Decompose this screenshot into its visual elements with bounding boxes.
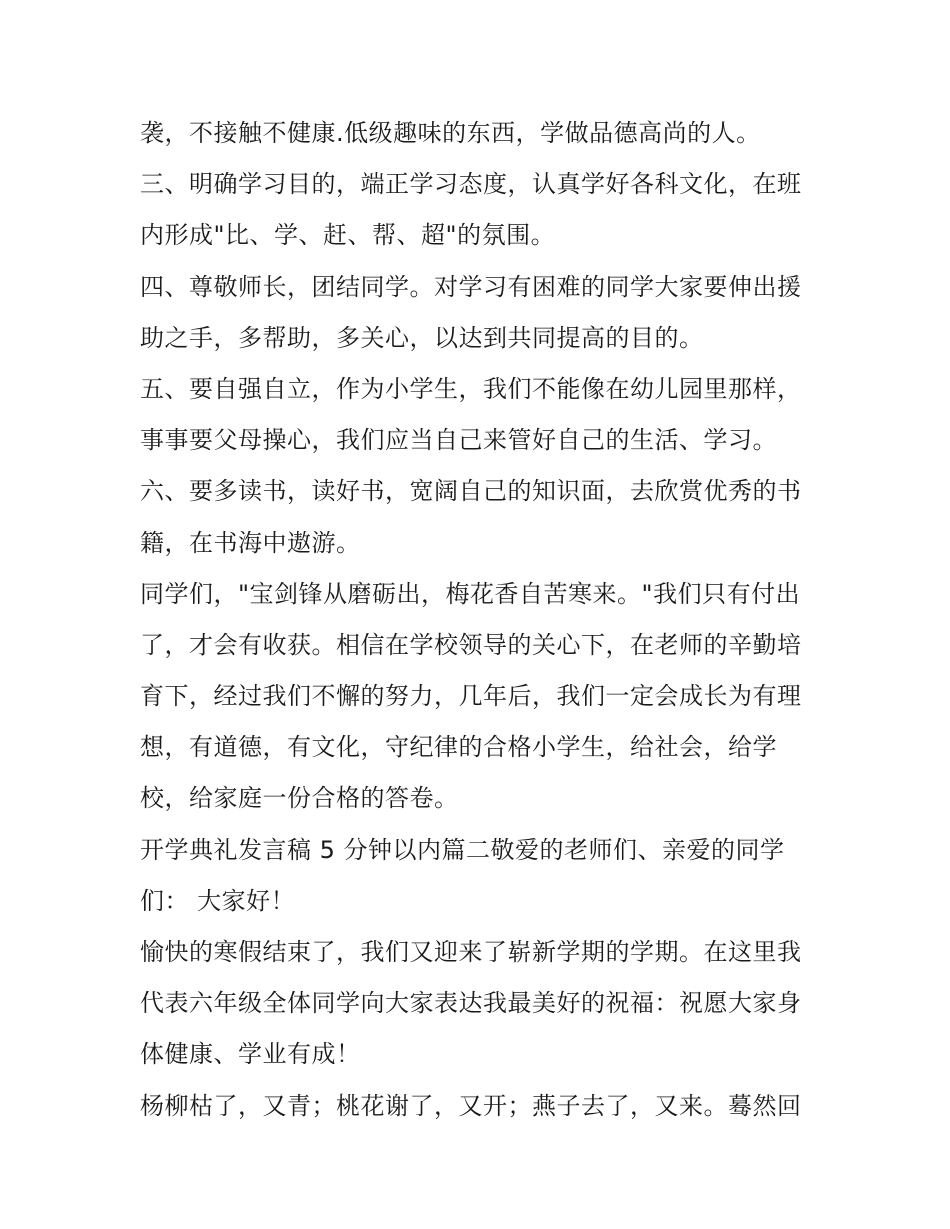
section-heading-line: 开学典礼发言稿 5 分钟以内篇二敬爱的老师们、亲爱的同学 <box>140 835 785 864</box>
text-line: 愉快的寒假结束了，我们又迎来了崭新学期的学期。在这里我 <box>140 938 802 966</box>
text-line: 事事要父母操心，我们应当自己来管好自己的生活、学习。 <box>140 426 777 455</box>
text-line: 了，才会有收获。相信在学校领导的关心下，在老师的辛勤培 <box>140 630 802 659</box>
document-body <box>140 108 820 1132</box>
text-line: 六、要多读书，读好书，宽阔自己的知识面，去欣赏优秀的书 <box>140 477 802 506</box>
text-line: 助之手，多帮助，多关心，以达到共同提高的目的。 <box>140 323 704 352</box>
greeting-line: 们： 大家好！ <box>140 886 296 915</box>
text-line: 育下，经过我们不懈的努力，几年后，我们一定会成长为有理 <box>140 682 802 711</box>
text-line: 内形成"比、学、赶、帮、超"的氛围。 <box>140 221 556 250</box>
text-line: 袭，不接触不健康.低级趣味的东西，学做品德高尚的人。 <box>140 119 761 147</box>
text-line: 三、明确学习目的，端正学习态度，认真学好各科文化，在班 <box>140 170 802 199</box>
text-line: 五、要自强自立，作为小学生，我们不能像在幼儿园里那样， <box>140 374 802 403</box>
text-line: 同学们，"宝剑锋从磨砺出，梅花香自苦寒来。"我们只有付出 <box>140 579 801 608</box>
text-line: 校，给家庭一份合格的答卷。 <box>140 784 459 813</box>
text-line: 四、尊敬师长，团结同学。对学习有困难的同学大家要伸出援 <box>140 272 802 301</box>
text-line: 体健康、学业有成！ <box>140 1040 361 1069</box>
text-line: 杨柳枯了，又青；桃花谢了，又开；燕子去了，又来。蓦然回 <box>140 1091 802 1120</box>
text-line: 代表六年级全体同学向大家表达我最美好的祝福：祝愿大家身 <box>140 989 802 1018</box>
text-line: 想，有道德，有文化，守纪律的合格小学生，给社会，给学 <box>140 733 777 762</box>
text-line: 籍，在书海中遨游。 <box>140 528 361 557</box>
